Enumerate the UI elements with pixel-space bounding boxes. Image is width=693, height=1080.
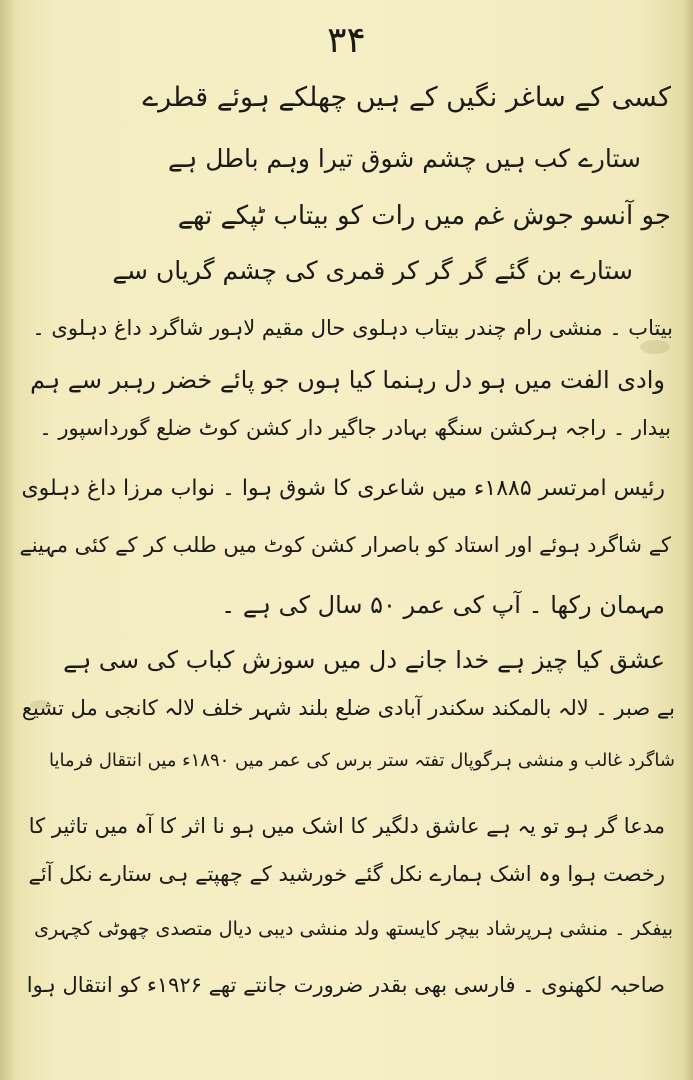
text-line-5: بیتاب ۔ منشی رام چندر بیتاب دہلوی حال مقیم لاہور شاگرد داغ دہلوی ۔: [32, 316, 673, 340]
paper-stain: [640, 340, 670, 354]
text-line-4: ستارے بن گئے گر گر کر قمری کی چشم گریاں سے: [112, 256, 633, 285]
text-line-1: کسی کے ساغر نگیں کے ہیں چھلکے ہوئے قطرے: [142, 82, 671, 113]
text-line-10: مہمان رکھا ۔ آپ کی عمر ۵۰ سال کی ہے ۔: [221, 591, 665, 619]
text-line-14: مدعا گر ہو تو یہ ہے عاشق دلگیر کا اشک میں ہو نا اثر کا آہ میں تاثیر کا: [28, 814, 665, 838]
text-line-12: بے صبر ۔ لالہ بالمکند سکندر آبادی ضلع بلند شہر خلف لالہ کانجی مل تشیع: [21, 696, 675, 720]
text-line-3: جو آنسو جوش غم میں رات کو بیتاب ٹپکے تھے: [177, 201, 671, 231]
text-line-6: وادی الفت میں ہو دل رہنما کیا ہوں جو پائے خضر رہبر سے ہم: [30, 366, 665, 394]
text-line-11: عشق کیا چیز ہے خدا جانے دل میں سوزش کباب کی سی ہے: [63, 646, 665, 674]
text-line-9: کے شاگرد ہوئے اور استاد کو باصرار کشن کوٹ میں طلب کر کے کئی مہینے: [19, 533, 671, 557]
text-line-7: بیدار ۔ راجہ ہرکشن سنگھ بہادر جاگیر دار کشن کوٹ ضلع گورداسپور ۔: [39, 416, 671, 440]
text-line-13: شاگرد غالب و منشی ہرگوپال تفتہ ستر برس کی عمر میں ۱۸۹۰ء میں انتقال فرمایا: [48, 750, 675, 771]
text-line-15: رخصت ہوا وہ اشک ہمارے نکل گئے خورشید کے چھپتے ہی ستارے نکل آئے: [28, 862, 665, 886]
page-right-edge: [683, 0, 693, 1080]
text-line-16: بیفکر ۔ منشی ہرپرشاد بیچر کایستھ ولد منشی دیبی دیال متصدی چھوٹی کچہری: [34, 918, 673, 940]
text-line-2: ستارے کب ہیں چشم شوق تیرا وہم باطل ہے: [167, 144, 641, 173]
page-number: ۳۴: [327, 20, 366, 61]
paper-stain: [30, 700, 52, 710]
text-line-17: صاحبہ لکھنوی ۔ فارسی بھی بقدر ضرورت جانتے تھے ۱۹۲۶ء کو انتقال ہوا: [26, 973, 665, 997]
text-line-8: رئیس امرتسر ۱۸۸۵ء میں شاعری کا شوق ہوا ۔ نواب مرزا داغ دہلوی: [21, 476, 665, 501]
page-left-edge: [0, 0, 14, 1080]
